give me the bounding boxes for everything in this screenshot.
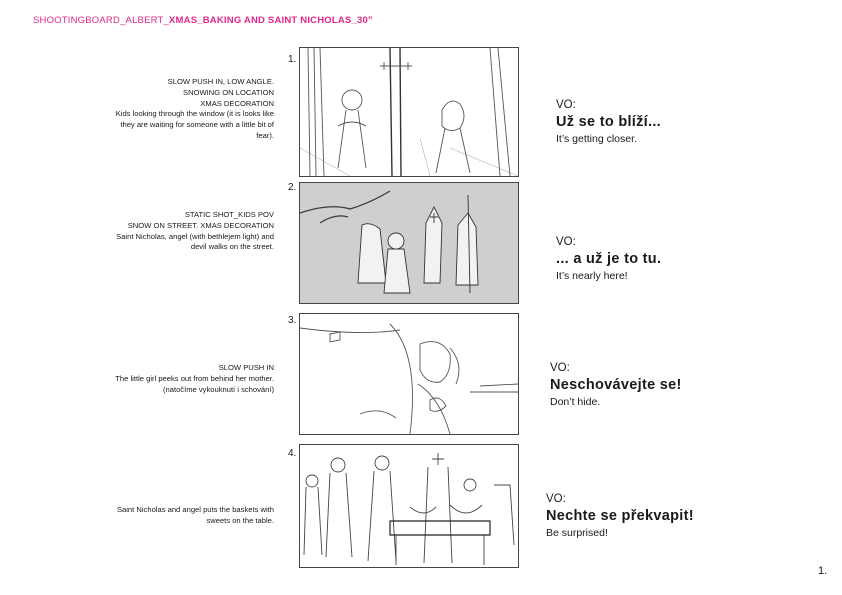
shot-1-sketch-frame — [299, 47, 519, 177]
shot-2-description: STATIC SHOT_KIDS POV SNOW ON STREET. XMAS DECORATION Saint Nicholas, angel (with bethlejem light) and devil walks on the street. — [116, 210, 274, 252]
shot-1-number: 1. — [288, 54, 297, 65]
shot-3-description: SLOW PUSH IN The little girl peeks out from behind her mother. (natočíme vykouknutí i schování) — [115, 363, 274, 394]
shot-1-description: SLOW PUSH IN, LOW ANGLE. SNOWING ON LOCATION XMAS DECORATION Kids looking through the window (it is looks like they are waiting for someone with a little bit of fear). — [115, 77, 274, 140]
shot-4-voiceover — [546, 493, 694, 539]
shot-3-number: 3. — [288, 315, 297, 326]
vo-label: VO: — [556, 236, 576, 248]
shot-2-voiceover — [556, 236, 661, 282]
vo-label: VO: — [546, 493, 566, 505]
shot-2-sketch-frame — [299, 182, 519, 304]
shot-4-description: Saint Nicholas and angel puts the baskets with sweets on the table. — [116, 505, 274, 525]
vo-english-line: Don’t hide. — [550, 396, 601, 408]
vo-czech-line: Nechte se překvapit! — [546, 508, 694, 524]
vo-czech-line: Už se to blíží... — [556, 114, 661, 130]
shot-4-number: 4. — [288, 448, 297, 459]
vo-english-line: Be surprised! — [546, 527, 608, 539]
shot-2-sketch — [300, 183, 518, 303]
page-number: 1. — [818, 565, 828, 577]
shot-4-sketch-frame — [299, 444, 519, 568]
vo-czech-line: ... a už je to tu. — [556, 251, 662, 267]
vo-label: VO: — [550, 362, 570, 374]
shot-4-sketch — [300, 445, 518, 567]
shot-3-voiceover — [550, 362, 682, 408]
document-header — [33, 15, 373, 26]
shot-3-sketch-frame — [299, 313, 519, 435]
vo-czech-line: Neschovávejte se! — [550, 377, 682, 393]
vo-english-line: It’s nearly here! — [556, 270, 628, 282]
shot-3-sketch — [300, 314, 518, 434]
shot-1-sketch — [300, 48, 518, 176]
vo-label: VO: — [556, 99, 576, 111]
header-prefix: SHOOTINGBOARD_ALBERT_ — [33, 15, 170, 26]
header-title: XMAS_BAKING AND SAINT NICHOLAS_30” — [169, 15, 373, 26]
shot-1-voiceover — [556, 99, 661, 145]
vo-english-line: It’s getting closer. — [556, 133, 637, 145]
shot-2-number: 2. — [288, 182, 297, 193]
